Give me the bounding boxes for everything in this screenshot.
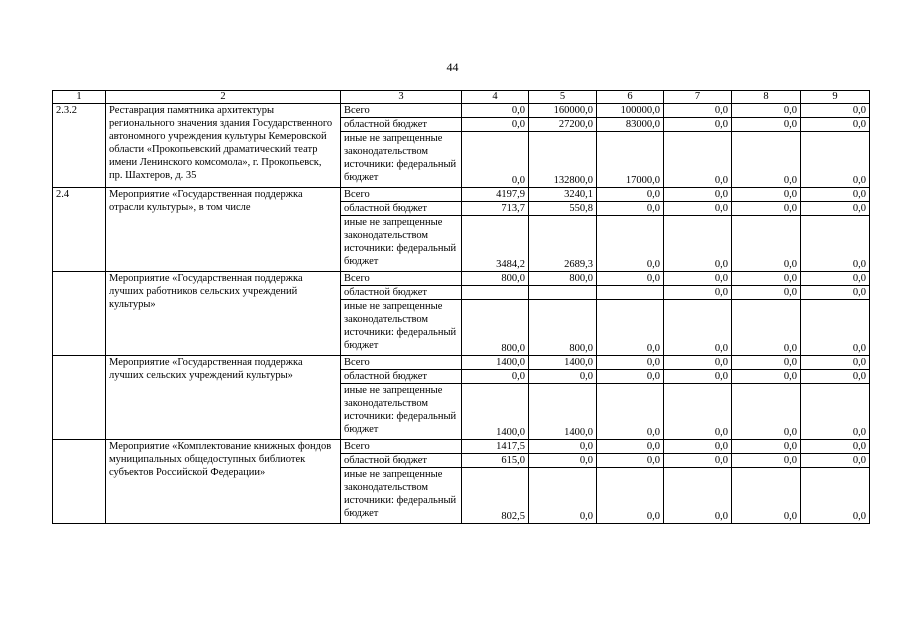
funding-source: областной бюджет [341,286,462,300]
budget-table [52,90,870,524]
amount-cell: 3240,1 [529,188,597,202]
row-description: Мероприятие «Государственная поддержка лучших работников сельских учреждений культуры» [106,272,341,356]
funding-source: иные не запрещенные законодательством источники: федеральный бюджет [341,216,462,272]
amount-cell [462,286,529,300]
amount-cell: 713,7 [462,202,529,216]
amount-cell: 4197,9 [462,188,529,202]
column-header: 4 [462,91,529,104]
amount-cell: 0,0 [597,202,664,216]
amount-cell: 1417,5 [462,440,529,454]
amount-cell: 0,0 [801,468,870,524]
amount-cell: 132800,0 [529,132,597,188]
funding-source: Всего [341,356,462,370]
column-header: 7 [664,91,732,104]
row-code [53,272,106,356]
amount-cell [597,286,664,300]
funding-source: иные не запрещенные законодательством источники: федеральный бюджет [341,132,462,188]
row-code [53,440,106,524]
amount-cell: 0,0 [801,454,870,468]
amount-cell: 0,0 [597,300,664,356]
amount-cell: 0,0 [732,300,801,356]
amount-cell: 0,0 [462,370,529,384]
amount-cell: 0,0 [597,188,664,202]
amount-cell: 0,0 [597,384,664,440]
column-header: 2 [106,91,341,104]
amount-cell: 0,0 [732,104,801,118]
amount-cell: 0,0 [801,384,870,440]
amount-cell: 615,0 [462,454,529,468]
amount-cell: 0,0 [732,356,801,370]
amount-cell: 0,0 [664,132,732,188]
amount-cell: 17000,0 [597,132,664,188]
amount-cell: 0,0 [664,468,732,524]
row-description: Мероприятие «Государственная поддержка лучших сельских учреждений культуры» [106,356,341,440]
amount-cell: 0,0 [664,384,732,440]
amount-cell: 0,0 [732,202,801,216]
funding-source: областной бюджет [341,118,462,132]
amount-cell: 800,0 [529,272,597,286]
amount-cell: 27200,0 [529,118,597,132]
amount-cell: 0,0 [801,188,870,202]
amount-cell: 0,0 [801,132,870,188]
row-code [53,356,106,440]
amount-cell: 0,0 [664,104,732,118]
amount-cell: 0,0 [597,454,664,468]
amount-cell: 83000,0 [597,118,664,132]
funding-source: Всего [341,440,462,454]
amount-cell: 160000,0 [529,104,597,118]
amount-cell: 0,0 [801,300,870,356]
amount-cell: 0,0 [664,454,732,468]
amount-cell: 0,0 [462,118,529,132]
column-header: 9 [801,91,870,104]
amount-cell: 0,0 [801,272,870,286]
amount-cell: 0,0 [801,286,870,300]
amount-cell: 1400,0 [529,356,597,370]
amount-cell: 0,0 [732,468,801,524]
amount-cell: 0,0 [597,440,664,454]
row-code: 2.4 [53,188,106,272]
amount-cell: 0,0 [664,356,732,370]
amount-cell: 0,0 [529,468,597,524]
table-body [53,91,870,524]
amount-cell: 0,0 [801,356,870,370]
amount-cell: 0,0 [732,370,801,384]
row-description: Мероприятие «Комплектование книжных фондов муниципальных общедоступных библиотек субъектов Российской Федерации» [106,440,341,524]
table-row [53,272,870,286]
funding-source: Всего [341,104,462,118]
table-row [53,104,870,118]
amount-cell: 0,0 [801,104,870,118]
amount-cell: 0,0 [597,272,664,286]
column-header: 8 [732,91,801,104]
amount-cell: 0,0 [462,132,529,188]
amount-cell: 800,0 [462,300,529,356]
funding-source: иные не запрещенные законодательством источники: федеральный бюджет [341,300,462,356]
funding-source: областной бюджет [341,202,462,216]
row-code: 2.3.2 [53,104,106,188]
row-description: Мероприятие «Государственная поддержка отрасли культуры», в том числе [106,188,341,272]
table-row [53,188,870,202]
amount-cell: 0,0 [732,272,801,286]
column-header: 3 [341,91,462,104]
amount-cell: 0,0 [801,370,870,384]
amount-cell: 0,0 [732,118,801,132]
amount-cell: 0,0 [664,300,732,356]
amount-cell: 0,0 [529,454,597,468]
column-header: 5 [529,91,597,104]
amount-cell: 0,0 [597,468,664,524]
table-row [53,440,870,454]
amount-cell: 3484,2 [462,216,529,272]
amount-cell: 0,0 [597,216,664,272]
amount-cell: 2689,3 [529,216,597,272]
amount-cell: 0,0 [664,370,732,384]
amount-cell: 0,0 [664,440,732,454]
amount-cell: 0,0 [664,216,732,272]
amount-cell: 0,0 [732,188,801,202]
funding-source: Всего [341,272,462,286]
amount-cell: 0,0 [597,356,664,370]
funding-source: областной бюджет [341,454,462,468]
amount-cell: 0,0 [529,440,597,454]
page-number: 44 [446,60,459,74]
amount-cell: 100000,0 [597,104,664,118]
header-row [53,91,870,104]
amount-cell [529,286,597,300]
amount-cell: 0,0 [732,440,801,454]
amount-cell: 0,0 [732,384,801,440]
amount-cell: 1400,0 [462,384,529,440]
amount-cell: 800,0 [462,272,529,286]
amount-cell: 0,0 [732,132,801,188]
amount-cell: 0,0 [664,118,732,132]
amount-cell: 0,0 [732,286,801,300]
amount-cell: 1400,0 [529,384,597,440]
funding-source: иные не запрещенные законодательством источники: федеральный бюджет [341,384,462,440]
amount-cell: 550,8 [529,202,597,216]
amount-cell: 0,0 [801,202,870,216]
amount-cell: 1400,0 [462,356,529,370]
amount-cell: 0,0 [597,370,664,384]
amount-cell: 800,0 [529,300,597,356]
amount-cell: 0,0 [462,104,529,118]
amount-cell: 802,5 [462,468,529,524]
amount-cell: 0,0 [732,216,801,272]
amount-cell: 0,0 [801,118,870,132]
row-description: Реставрация памятника архитектуры регионального значения здания Государственного автономного учреждения культуры Кемеровской области «Прокопьевский драматический театр имени Ленинского комсомола», г. Прокопьевск, пр. Шахтеров, д. 35 [106,104,341,188]
amount-cell: 0,0 [664,202,732,216]
amount-cell: 0,0 [732,454,801,468]
amount-cell: 0,0 [529,370,597,384]
column-header: 6 [597,91,664,104]
amount-cell: 0,0 [801,440,870,454]
funding-source: Всего [341,188,462,202]
amount-cell: 0,0 [664,272,732,286]
column-header: 1 [53,91,106,104]
table-row [53,356,870,370]
amount-cell: 0,0 [801,216,870,272]
amount-cell: 0,0 [664,188,732,202]
funding-source: областной бюджет [341,370,462,384]
funding-source: иные не запрещенные законодательством источники: федеральный бюджет [341,468,462,524]
amount-cell: 0,0 [664,286,732,300]
